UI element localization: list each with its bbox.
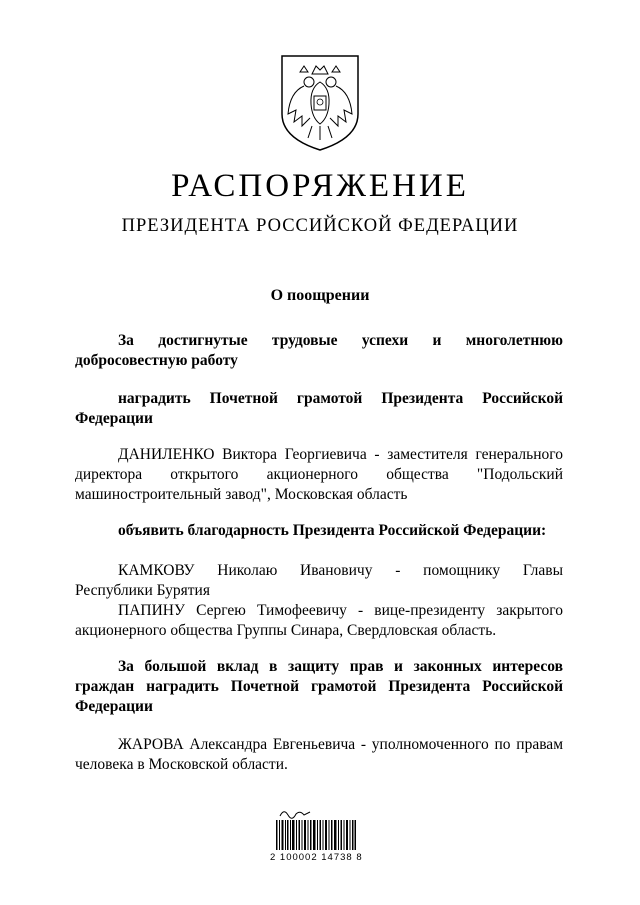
gratitude-heading: объявить благодарность Президента Российской Федерации: <box>118 522 547 539</box>
intro-line-2: добросовестную работу <box>75 352 238 369</box>
document-subtitle: ПРЕЗИДЕНТА РОССИЙСКОЙ ФЕДЕРАЦИИ <box>121 216 519 236</box>
person-daniilenko: ДАНИЛЕНКО Виктора Георгиевича - заместителя генерального директора открытого акционерного общества "Подольский машиностроительный завод", Московская область <box>75 446 563 503</box>
person-zharov: ЖАРОВА Александра Евгеньевича - уполномоченного по правам человека в Московской области. <box>75 736 563 773</box>
person-kamkov-line-2: Республики Бурятия <box>75 582 210 599</box>
document-heading: О поощрении <box>270 287 370 304</box>
award1-line-2: Федерации <box>75 410 153 427</box>
barcode-number: 2 100002 14738 8 <box>270 852 363 863</box>
award2-heading: За большой вклад в защиту прав и законных интересов граждан наградить Почетной грамотой Президента Российской Федерации <box>75 658 563 715</box>
coat-of-arms-emblem <box>276 52 364 152</box>
signature-mark <box>276 806 316 820</box>
intro-line-1: За достигнутые трудовые успехи и многолетнюю <box>118 332 563 349</box>
person-papin: ПАПИНУ Сергею Тимофеевичу - вице-президенту закрытого акционерного общества Группы Синара, Свердловская область. <box>75 602 563 639</box>
person-kamkov-line-1: КАМКОВУ Николаю Ивановичу - помощнику Главы <box>118 562 563 579</box>
document-title: РАСПОРЯЖЕНИЕ <box>171 168 469 204</box>
award1-line-1: наградить Почетной грамотой Президента Российской <box>118 390 563 407</box>
barcode <box>276 820 356 850</box>
